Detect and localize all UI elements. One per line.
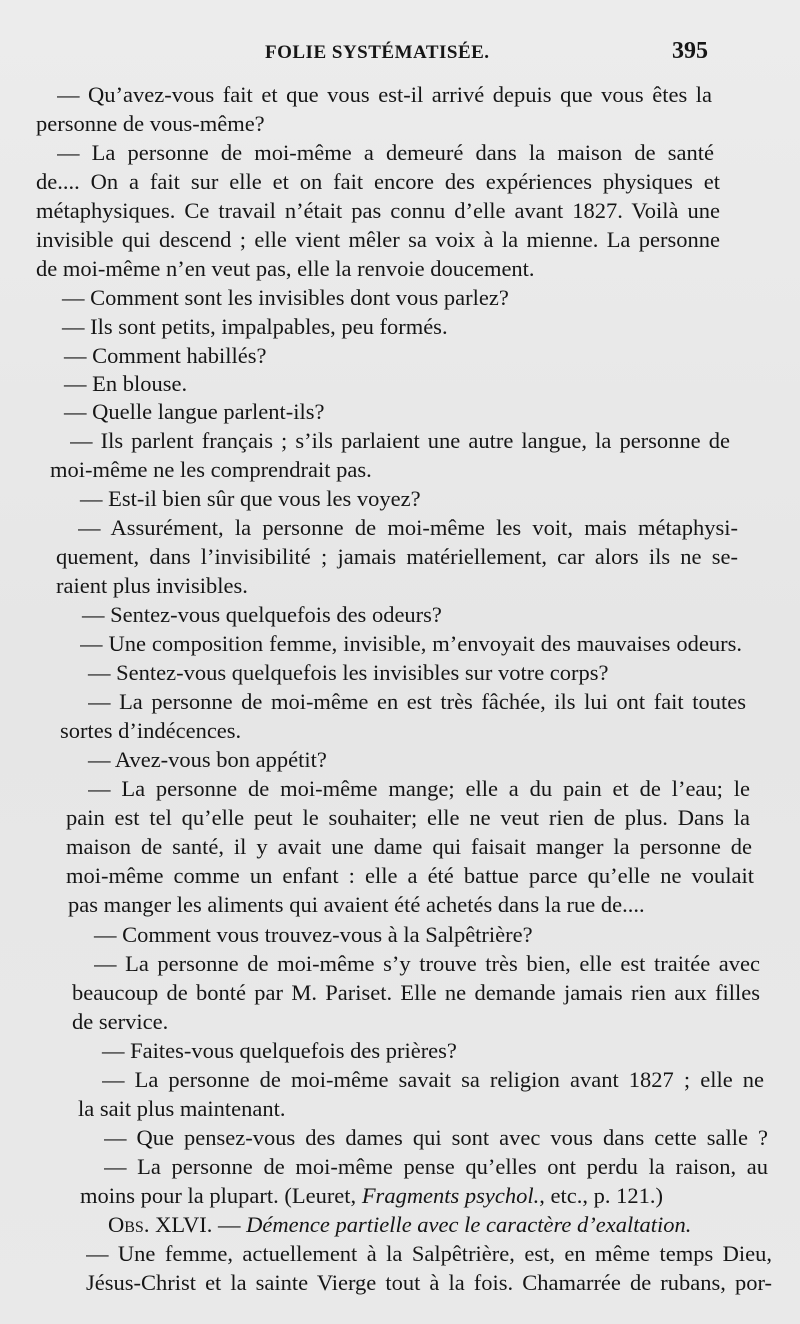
text-line: Jésus-Christ et la sainte Vierge tout à la fois. Chamarrée de rubans, por- <box>86 1270 772 1295</box>
text-line: — Comment habillés? <box>64 343 267 368</box>
text-line: — Assurément, la personne de moi-même les voit, mais métaphysi- <box>78 515 738 540</box>
citation-prefix: moins pour la plupart. (Leuret, <box>80 1183 362 1208</box>
text-line: de.... On a fait sur elle et on fait encore des expériences physiques et <box>36 169 720 194</box>
observation-dash: — <box>212 1212 247 1237</box>
text-line: — Ils parlent français ; s’ils parlaient une autre langue, la personne de <box>70 428 730 453</box>
text-line: — Avez-vous bon appétit? <box>88 747 327 772</box>
observation-label: Obs. XLVI. <box>108 1212 213 1237</box>
text-line: quement, dans l’invisibilité ; jamais matériellement, car alors ils ne se- <box>56 544 738 569</box>
text-line: — La personne de moi-même en est très fâchée, ils lui ont fait toutes <box>88 689 746 714</box>
text-line: beaucoup de bonté par M. Pariset. Elle ne demande jamais rien aux filles <box>72 980 760 1005</box>
text-line: moi-même ne les comprendrait pas. <box>50 457 372 482</box>
text-line: de service. <box>72 1009 169 1034</box>
text-line: — Faites-vous quelquefois des prières? <box>102 1038 457 1063</box>
text-line: pas manger les aliments qui avaient été achetés dans la rue de.... <box>68 892 645 917</box>
text-line: sortes d’indécences. <box>60 718 242 743</box>
text-line: — La personne de moi-même mange; elle a du pain et de l’eau; le <box>88 776 750 801</box>
citation-line <box>80 1181 663 1210</box>
observation-heading <box>108 1210 691 1239</box>
text-line: — Sentez-vous quelquefois des odeurs? <box>82 602 442 627</box>
page-header <box>0 38 800 72</box>
citation-suffix: , etc., p. 121.) <box>539 1183 664 1208</box>
text-line: — Qu’avez-vous fait et que vous est-il arrivé depuis que vous êtes la <box>57 82 712 107</box>
text-line: maison de santé, il y avait une dame qui faisait manger la personne de <box>66 834 752 859</box>
text-line: personne de vous-même? <box>36 111 265 136</box>
text-line: — Est-il bien sûr que vous les voyez? <box>80 486 421 511</box>
text-line: — La personne de moi-même a demeuré dans la maison de santé <box>57 140 714 165</box>
text-line: — Ils sont petits, impalpables, peu formés. <box>62 314 448 339</box>
text-line: de moi-même n’en veut pas, elle la renvoie doucement. <box>36 256 535 281</box>
text-line: — En blouse. <box>64 371 188 396</box>
text-line: — La personne de moi-même pense qu’elles ont perdu la raison, au <box>104 1154 768 1179</box>
text-line: — Une femme, actuellement à la Salpêtrière, est, en même temps Dieu, <box>86 1241 772 1266</box>
text-line: invisible qui descend ; elle vient mêler sa voix à la mienne. La personne <box>36 227 720 252</box>
text-line: — La personne de moi-même savait sa religion avant 1827 ; elle ne <box>102 1067 764 1092</box>
running-title: FOLIE SYSTÉMATISÉE. <box>265 42 490 63</box>
text-line: moi-même comme un enfant : elle a été battue parce qu’elle ne voulait <box>66 863 754 888</box>
text-line: — Comment sont les invisibles dont vous parlez? <box>62 285 509 310</box>
text-line: — La personne de moi-même s’y trouve très bien, elle est traitée avec <box>94 951 760 976</box>
text-line: la sait plus maintenant. <box>78 1096 286 1121</box>
text-line: pain est tel qu’elle peut le souhaiter; elle ne veut rien de plus. Dans la <box>66 805 750 830</box>
observation-title: Démence partielle avec le caractère d’exaltation. <box>246 1212 692 1237</box>
page-number: 395 <box>672 38 708 64</box>
text-line: — Une composition femme, invisible, m’envoyait des mauvaises odeurs. <box>80 631 742 656</box>
text-line: — Quelle langue parlent-ils? <box>64 399 325 424</box>
citation-title: Fragments psychol. <box>361 1183 540 1208</box>
text-line: raient plus invisibles. <box>56 573 248 598</box>
text-line: — Sentez-vous quelquefois les invisibles sur votre corps? <box>88 660 609 685</box>
text-line: — Comment vous trouvez-vous à la Salpêtrière? <box>94 922 533 947</box>
text-line: métaphysiques. Ce travail n’était pas connu d’elle avant 1827. Voilà une <box>36 198 720 223</box>
text-line: — Que pensez-vous des dames qui sont avec vous dans cette salle ? <box>104 1125 768 1150</box>
